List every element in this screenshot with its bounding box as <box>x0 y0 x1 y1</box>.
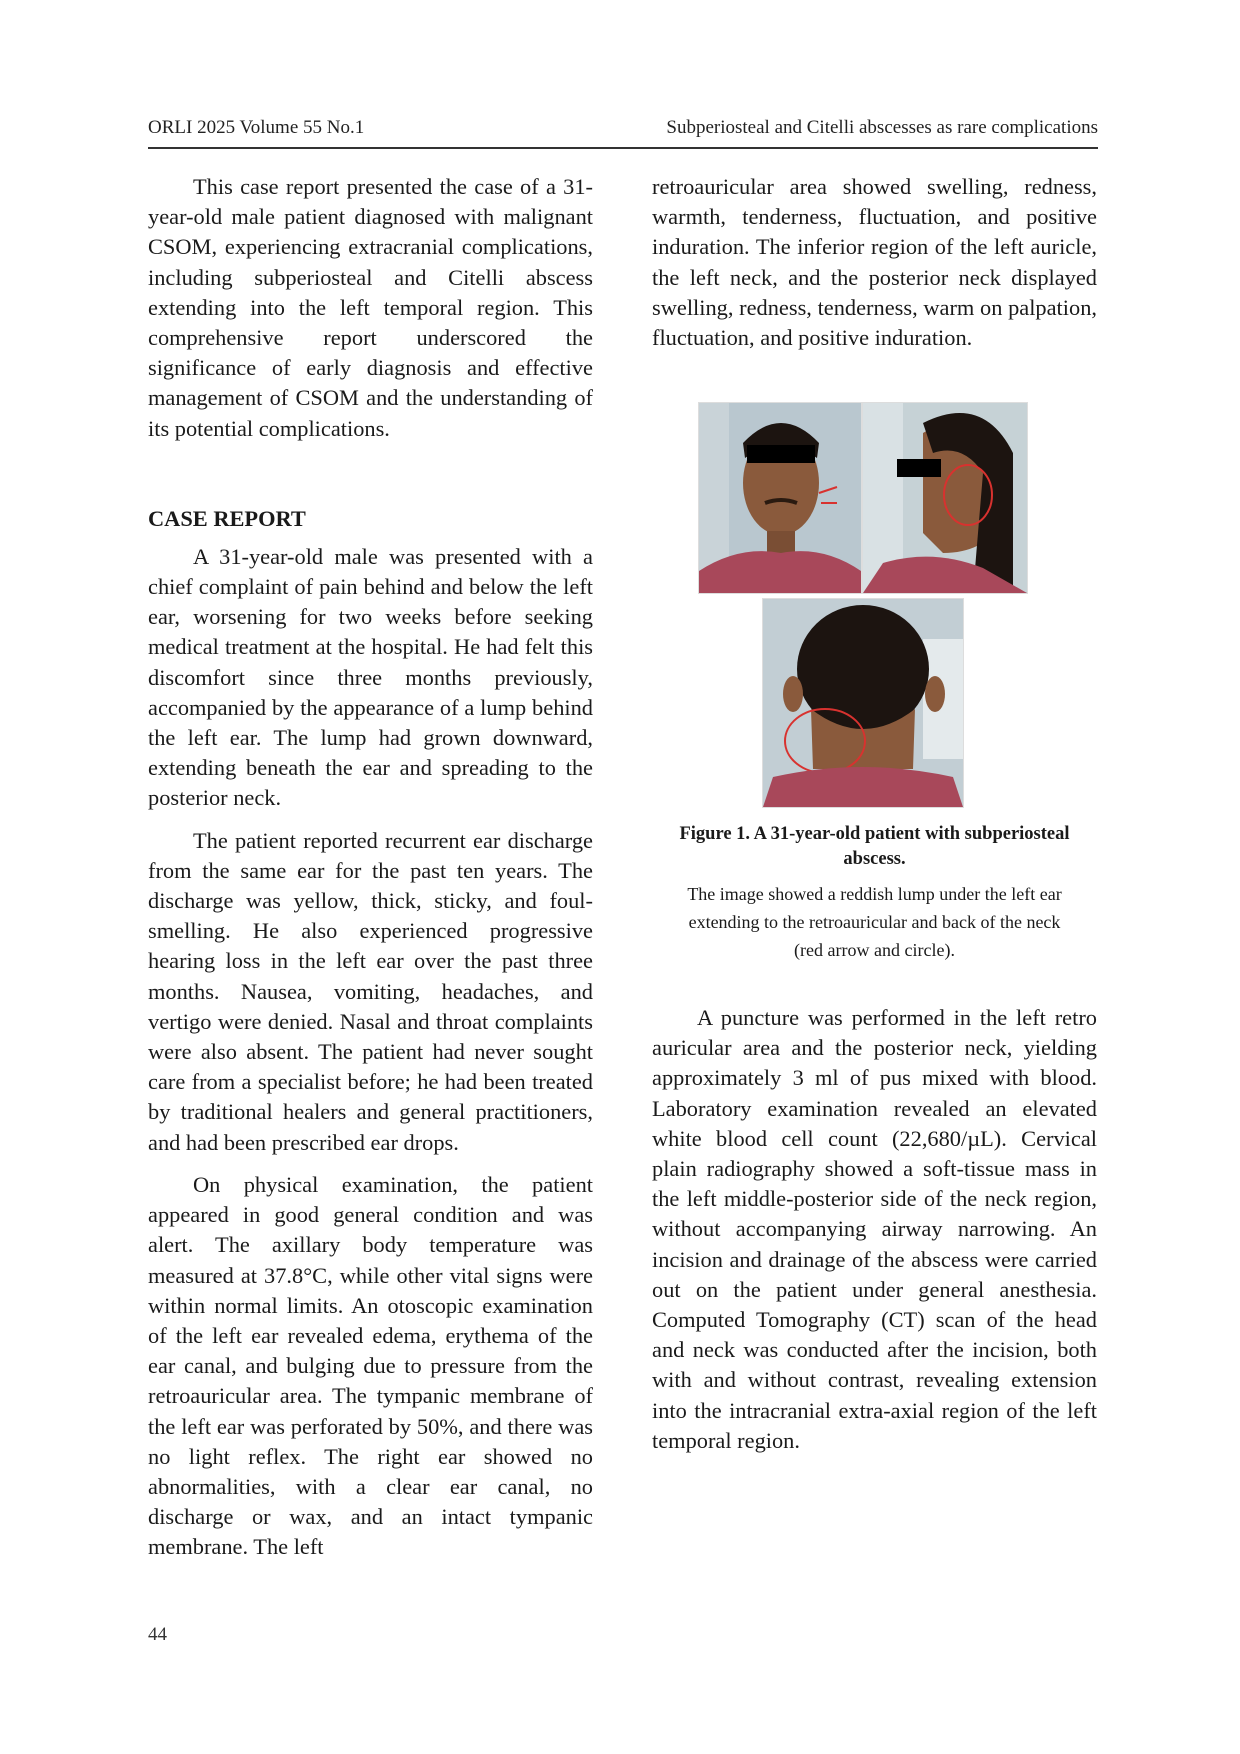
left-column <box>148 172 593 1563</box>
case-paragraph-2: The patient reported recurrent ear discharge from the same ear for the past ten years. The discharge was yellow, thick, sticky, and foul-smelling. He also experienced progressive hearing loss in the left ear over the past three months. Nausea, vomiting, headaches, and vertigo were denied. Nasal and throat complaints were also absent. The patient had never sought care from a specialist before; he had been treated by traditional healers and general practitioners, and had been prescribed ear drops. <box>148 827 593 1155</box>
exam-paragraph-continued: retroauricular area showed swelling, redness, warmth, tenderness, fluctuation, and positive induration. The inferior region of the left auricle, the left neck, and the posterior neck displayed swelling, redness, tenderness, warm on palpation, fluctuation, and positive induration. <box>652 174 1097 351</box>
running-header <box>148 117 1098 149</box>
procedure-paragraph: A puncture was performed in the left retro auricular area and the posterior neck, yielding approximately 3 ml of pus mixed with blood. Laboratory examination revealed an elevated white blood cell count (22,680/µL). Cervical plain radiography showed a soft-tissue mass in the left middle-posterior side of the neck region, without accompanying airway narrowing. An incision and drainage of the abscess were carried out on the patient under general anesthesia. Computed Tomography (CT) scan of the head and neck was conducted after the incision, both with and without contrast, revealing extension into the intracranial extra-axial region of the left temporal region. <box>652 1005 1097 1453</box>
caption-line-2: extending to the retroauricular and back of the neck <box>688 912 1061 932</box>
caption-line-1: The image showed a reddish lump under the left ear <box>687 884 1062 904</box>
case-paragraph-3: On physical examination, the patient appeared in good general condition and was alert. The axillary body temperature was measured at 37.8°C, while other vital signs were within normal limits. An otoscopic examination of the left ear revealed edema, erythema of the ear canal, and bulging due to pressure from the retroauricular area. The tympanic membrane of the left ear was perforated by 50%, and there was no light reflex. The right ear showed no abnormalities, with a clear ear canal, no discharge or wax, and an intact tympanic membrane. The left <box>148 1171 593 1560</box>
photo-posterior-view <box>762 598 964 808</box>
caption-line-3: (red arrow and circle). <box>794 940 955 960</box>
journal-issue: ORLI 2025 Volume 55 No.1 <box>148 117 365 138</box>
figure-caption-title: Figure 1. A 31-year-old patient with subperiosteal abscess. <box>679 824 1070 869</box>
section-heading: CASE REPORT <box>148 505 306 531</box>
figure-1 <box>652 402 1097 972</box>
photo-frontal-view <box>698 402 862 594</box>
figure-caption-description <box>652 880 1097 964</box>
figure-caption <box>652 822 1097 964</box>
running-title: Subperiosteal and Citelli abscesses as rare complications <box>666 117 1098 138</box>
intro-paragraph: This case report presented the case of a 31-year-old male patient diagnosed with malignant CSOM, experiencing extracranial complications, including subperiosteal and Citelli abscess extending into the left temporal region. This comprehensive report underscored the significance of early diagnosis and effective management of CSOM and the understanding of its potential complications. <box>148 174 593 441</box>
page-number: 44 <box>148 1624 167 1645</box>
photo-lateral-view <box>862 402 1028 594</box>
case-paragraph-1: A 31-year-old male was presented with a chief complaint of pain behind and below the left ear, worsening for two weeks before seeking medical treatment at the hospital. He had felt this discomfort since three months previously, accompanied by the appearance of a lump behind the left ear. The lump had grown downward, extending beneath the ear and spreading to the posterior neck. <box>148 543 593 811</box>
right-column-top <box>652 172 1097 353</box>
right-column-bottom <box>652 1003 1097 1456</box>
